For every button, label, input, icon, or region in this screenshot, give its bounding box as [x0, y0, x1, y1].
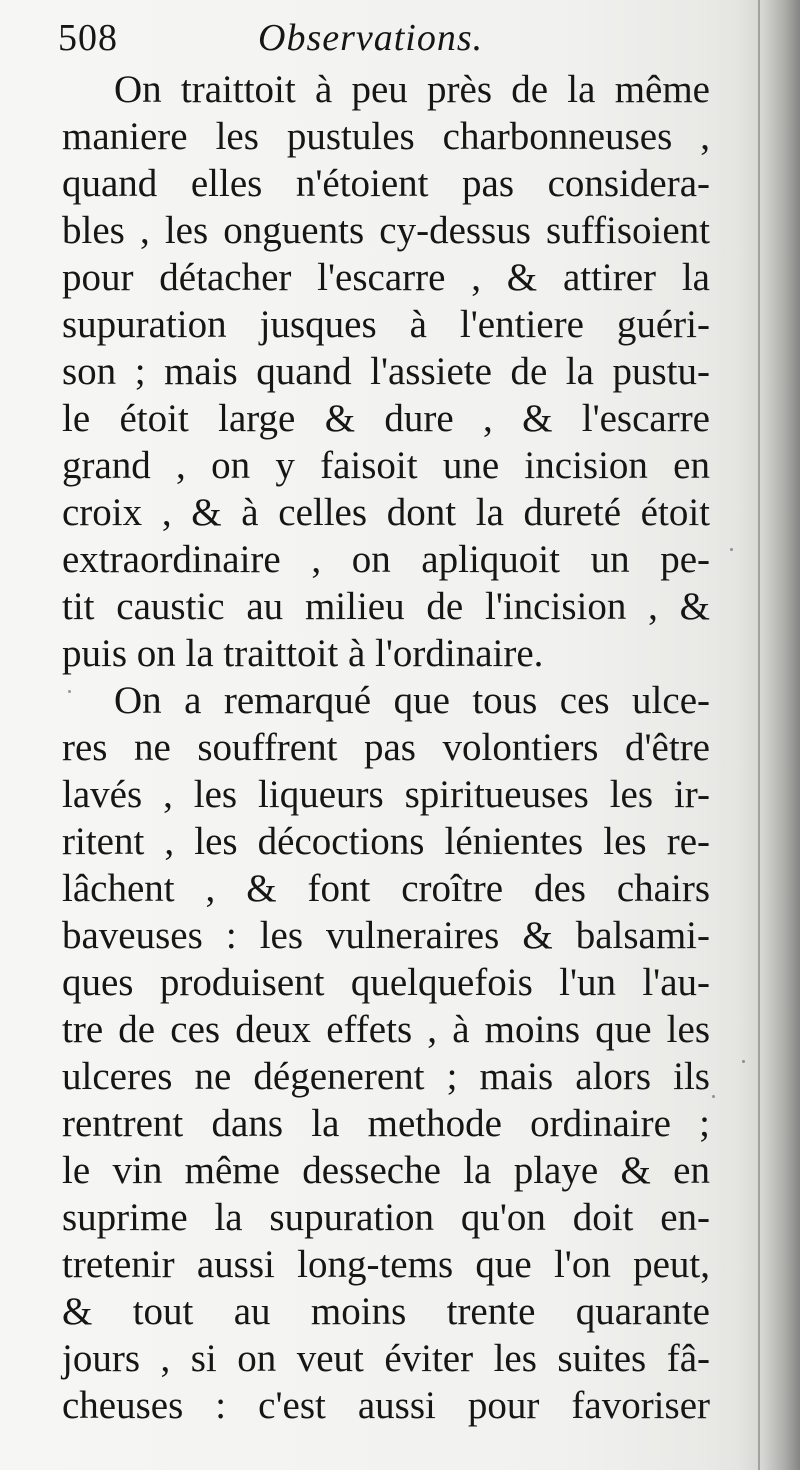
text-line: & tout au moins trente quarante: [62, 1290, 710, 1333]
text-line: On a remarqué que tous ces ulce-: [114, 679, 710, 722]
body-text: [62, 66, 710, 1429]
scan-speck: [730, 548, 733, 551]
text-line: On traittoit à peu près de la même: [114, 68, 710, 111]
running-title: Observations.: [258, 17, 484, 59]
text-line: maniere les pustules charbonneuses ,: [62, 115, 710, 158]
page-header: [58, 12, 718, 64]
text-line: le vin même desseche la playe & en: [62, 1149, 710, 1192]
text-line: grand , on y faisoit une incision en: [62, 444, 710, 487]
text-line: puis on la traittoit à l'ordinaire.: [62, 632, 544, 675]
page-gutter-shadow: [738, 0, 800, 1470]
page-number: 508: [58, 17, 118, 59]
text-line: ques produisent quelquefois l'un l'au-: [62, 961, 710, 1004]
text-line: res ne souffrent pas volontiers d'être: [62, 726, 710, 769]
text-line: baveuses : les vulneraires & balsami-: [62, 914, 710, 957]
scan-speck: [742, 1060, 745, 1063]
text-line: suprime la supuration qu'on doit en-: [62, 1196, 710, 1239]
text-line: tre de ces deux effets , à moins que les: [62, 1008, 710, 1051]
scan-speck: [68, 690, 71, 693]
text-line: lavés , les liqueurs spiritueuses les ir-: [62, 773, 710, 816]
page-edge-line: [758, 0, 760, 1470]
text-line: ulceres ne dégenerent ; mais alors ils: [62, 1055, 710, 1098]
text-line: tretenir aussi long-tems que l'on peut,: [62, 1243, 710, 1286]
text-line: ritent , les décoctions lénientes les re-: [62, 820, 710, 863]
text-line: lâchent , & font croître des chairs: [62, 867, 710, 910]
text-line: son ; mais quand l'assiete de la pustu-: [62, 350, 710, 393]
text-line: rentrent dans la methode ordinaire ;: [62, 1102, 710, 1145]
text-line: pour détacher l'escarre , & attirer la: [62, 256, 710, 299]
text-line: le étoit large & dure , & l'escarre: [62, 397, 710, 440]
text-line: jours , si on veut éviter les suites fâ-: [62, 1337, 710, 1380]
text-line: tit caustic au milieu de l'incision , &: [62, 585, 710, 628]
text-line: bles , les onguents cy-dessus suffisoient: [62, 209, 710, 252]
scan-speck: [712, 1095, 715, 1098]
text-line: cheuses : c'est aussi pour favoriser: [62, 1384, 710, 1427]
text-line: croix , & à celles dont la dureté étoit: [62, 491, 710, 534]
text-line: supuration jusques à l'entiere guéri-: [62, 303, 710, 346]
text-line: extraordinaire , on apliquoit un pe-: [62, 538, 710, 581]
text-line: quand elles n'étoient pas considera-: [62, 162, 710, 205]
